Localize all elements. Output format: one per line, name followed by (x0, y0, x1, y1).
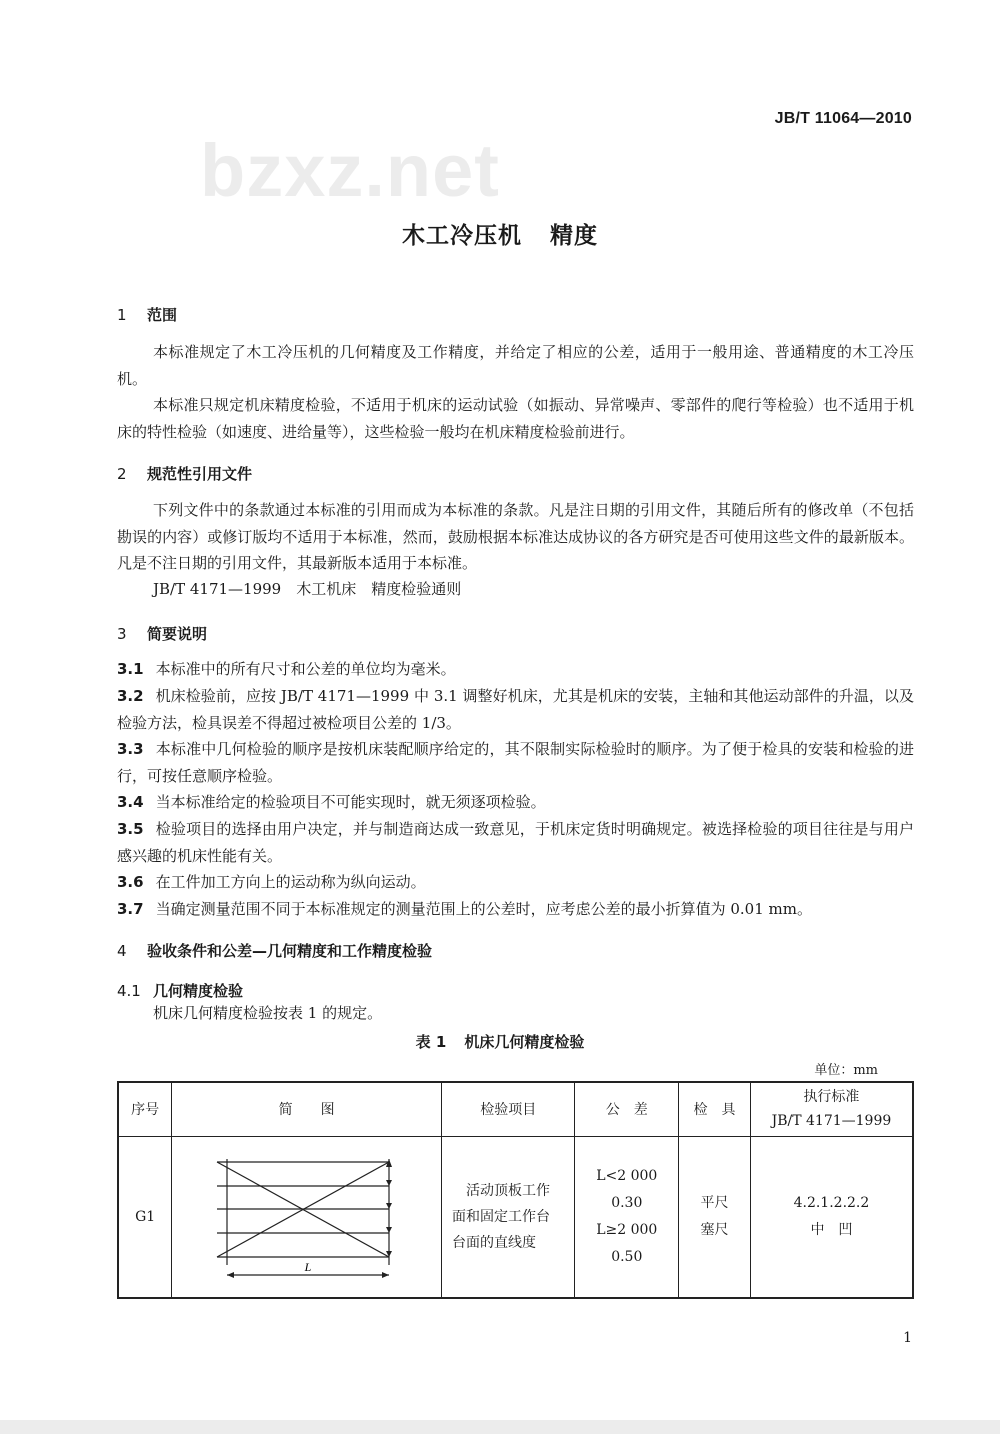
clause-3-2 (117, 683, 914, 736)
header-tolerance: 公 差 (575, 1082, 679, 1136)
clause-number: 3.7 (117, 900, 144, 918)
item-line: 台面的直线度 (451, 1234, 536, 1251)
standard-clause: 4.2.1.2.2.2 (793, 1194, 870, 1211)
clause-3-4 (117, 789, 914, 816)
section-number: 1 (117, 306, 127, 324)
clause-number: 3.5 (117, 820, 144, 838)
row-tools (679, 1136, 751, 1298)
viewer-bottom-bar (0, 1420, 1000, 1434)
clause-3-3 (117, 736, 914, 789)
section-1-paragraph-2: 本标准只规定机床精度检验，不适用于机床的运动试验（如振动、异常噪声、零部件的爬行等检验）也不适用于机床的特性检验（如速度、进给量等），这些检验一般均在机床精度检验前进行。 (117, 396, 914, 441)
tolerance-condition: L<2 000 (596, 1167, 658, 1184)
dimension-label: L (304, 1259, 311, 1274)
clause-text: 当本标准给定的检验项目不可能实现时，就无须逐项检验。 (155, 793, 546, 811)
subsection-number: 4.1 (117, 982, 141, 1000)
clause-text: 本标准中几何检验的顺序是按机床装配顺序给定的，其不限制实际检验时的顺序。为了便于检具的安装和检验的进行，可按任意顺序检验。 (117, 740, 914, 785)
title-part-2: 精度 (550, 223, 598, 249)
clause-number: 3.1 (117, 660, 144, 678)
clause-3-1 (117, 656, 914, 683)
section-3-heading (117, 623, 207, 644)
document-title (0, 217, 1000, 250)
watermark: bzxz.net (200, 129, 500, 212)
tolerance-condition: L≥2 000 (596, 1221, 658, 1238)
clause-text: 本标准中的所有尺寸和公差的单位均为毫米。 (155, 660, 456, 678)
row-seq: G1 (118, 1136, 172, 1298)
clause-3-5 (117, 816, 914, 869)
section-1-paragraph-1: 本标准规定了木工冷压机的几何精度及工作精度，并给定了相应的公差，适用于一般用途、普通精度的木工冷压机。 (117, 343, 914, 388)
straightness-diagram (207, 1147, 407, 1287)
standard-code: JB/T 11064—2010 (774, 110, 912, 127)
clause-3-6 (117, 869, 914, 896)
header-standard (750, 1082, 913, 1136)
clause-text: 当确定测量范围不同于本标准规定的测量范围上的公差时，应考虑公差的最小折算值为 0.01 mm。 (155, 900, 812, 918)
dimension-arrow-left (227, 1272, 234, 1278)
section-number: 3 (117, 625, 127, 643)
normative-reference: JB/T 4171—1999 木工机床 精度检验通则 (153, 580, 462, 598)
table-unit: 单位：mm (814, 1063, 878, 1078)
title-part-1: 木工冷压机 (402, 223, 522, 249)
clause-number: 3.3 (117, 740, 144, 758)
clause-text: 机床检验前，应按 JB/T 4171—1999 中 3.1 调整好机床，尤其是机床的安装，主轴和其他运动部件的升温，以及检验方法，检具误差不得超过被检项目公差的 1/3。 (117, 687, 914, 732)
section-number: 2 (117, 465, 127, 483)
clause-number: 3.6 (117, 873, 144, 891)
item-line: 面和固定工作台 (451, 1208, 550, 1225)
clause-number: 3.4 (117, 793, 144, 811)
header-item: 检验项目 (441, 1082, 574, 1136)
page-number: 1 (903, 1330, 912, 1346)
header-seq: 序号 (118, 1082, 172, 1136)
section-title: 简要说明 (147, 625, 208, 643)
section-2-heading (117, 463, 252, 484)
row-item (441, 1136, 574, 1298)
table-caption: 机床几何精度检验 (464, 1033, 585, 1051)
clause-3-7 (117, 896, 914, 923)
clause-text: 在工件加工方向上的运动称为纵向运动。 (155, 873, 426, 891)
row-tolerance (575, 1136, 679, 1298)
item-line: 活动顶板工作 (451, 1182, 550, 1199)
tolerance-value: 0.30 (611, 1194, 643, 1211)
subsection-title: 几何精度检验 (153, 982, 244, 1000)
subsection-4-1-heading (117, 980, 243, 1001)
section-4-heading (117, 940, 432, 961)
tolerance-value: 0.50 (611, 1248, 643, 1265)
dimension-arrow-right (382, 1272, 389, 1278)
header-standard-line-1: 执行标准 (803, 1089, 860, 1106)
geometric-accuracy-table (117, 1081, 914, 1299)
tool: 平尺 (700, 1194, 729, 1211)
section-title: 范围 (147, 306, 178, 324)
tool: 塞尺 (700, 1221, 729, 1238)
header-diagram: 简 图 (172, 1082, 442, 1136)
header-standard-line-2: JB/T 4171—1999 (771, 1113, 892, 1130)
section-number: 4 (117, 942, 127, 960)
table-header-row (118, 1082, 913, 1136)
clause-number: 3.2 (117, 687, 144, 705)
row-standard (750, 1136, 913, 1298)
section-title: 验收条件和公差—几何精度和工作精度检验 (147, 942, 433, 960)
row-diagram (172, 1136, 442, 1298)
standard-note: 中 凹 (810, 1221, 853, 1238)
table-row (118, 1136, 913, 1298)
section-2-paragraph-1: 下列文件中的条款通过本标准的引用而成为本标准的条款。凡是注日期的引用文件，其随后所有的修改单（不包括勘误的内容）或修订版均不适用于本标准，然而，鼓励根据本标准达成协议的各方研究是否可使用这些文件的最新版本。凡是不注日期的引用文件，其最新版本适用于本标准。 (117, 501, 914, 572)
table-title (0, 1031, 1000, 1052)
section-title: 规范性引用文件 (147, 465, 253, 483)
table-label: 表 1 (415, 1033, 447, 1051)
clause-text: 检验项目的选择由用户决定，并与制造商达成一致意见，于机床定货时明确规定。被选择检验的项目往往是与用户感兴趣的机床性能有关。 (117, 820, 914, 865)
header-tools: 检 具 (679, 1082, 751, 1136)
subsection-4-1-text: 机床几何精度检验按表 1 的规定。 (153, 1004, 383, 1022)
section-1-heading (117, 304, 177, 325)
